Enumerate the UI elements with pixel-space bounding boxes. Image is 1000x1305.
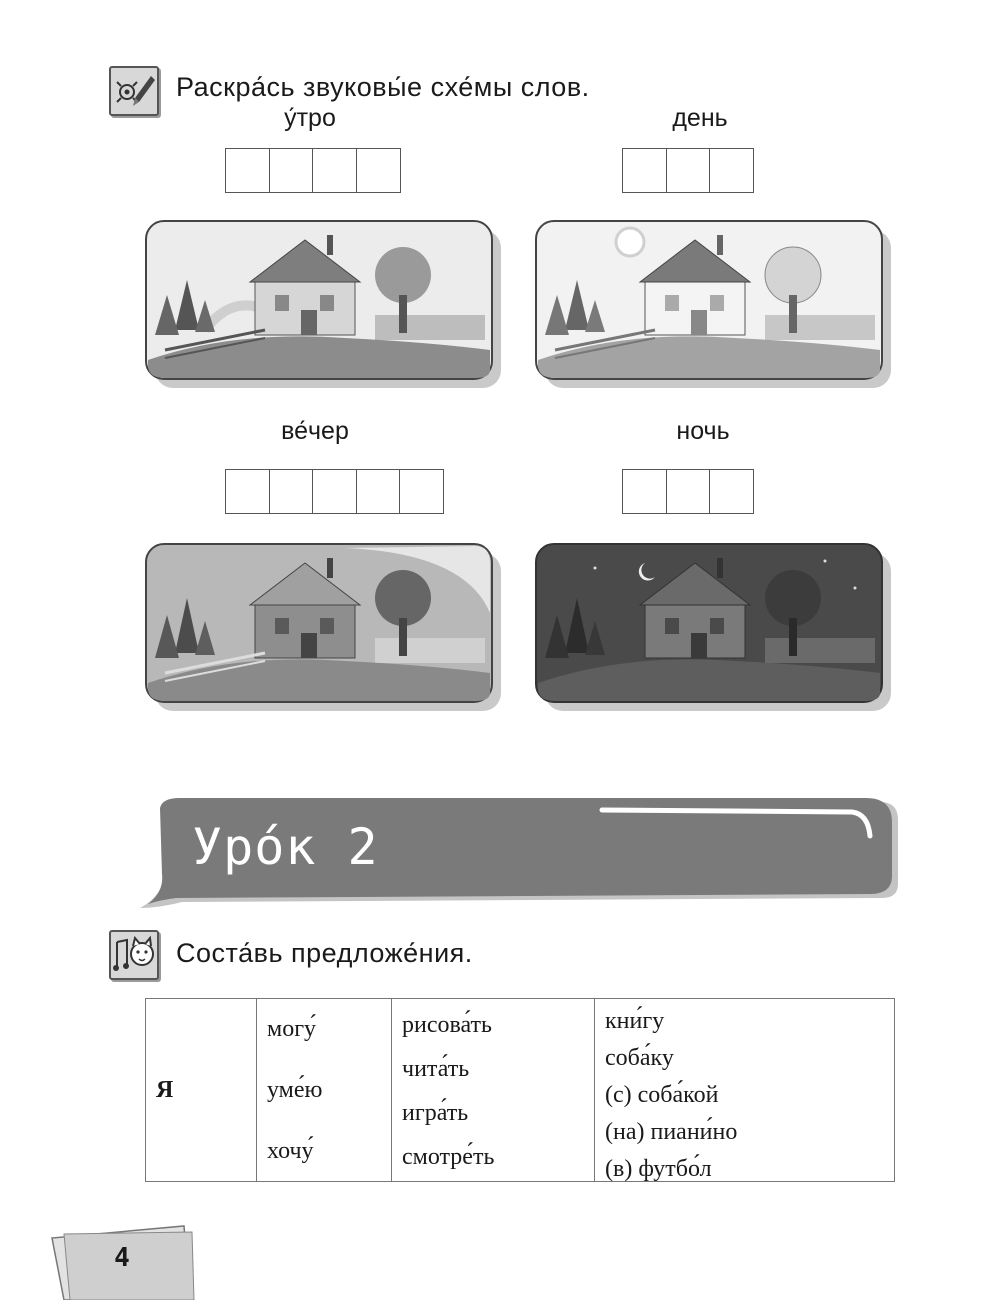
- task1-instruction: Раскра́сь звуковы́е схе́мы слов.: [176, 72, 590, 102]
- sentence-table: [145, 998, 895, 1182]
- sound-cell[interactable]: [399, 469, 444, 514]
- table-cell: (в) футбо́л: [605, 1156, 712, 1182]
- table-column-subject: [146, 999, 257, 1182]
- task2-instruction: Соста́вь предложе́ния.: [176, 938, 473, 968]
- table-cell: (на) пиани́но: [605, 1119, 738, 1145]
- table-cell: смотре́ть: [402, 1144, 495, 1170]
- table-cell: кни́гу: [605, 1008, 665, 1034]
- picture-night: [535, 543, 881, 701]
- speaking-cat-icon: [109, 930, 159, 980]
- table-cell: Я: [156, 1076, 174, 1103]
- sound-cell[interactable]: [666, 148, 711, 193]
- table-column-verbs: [257, 999, 392, 1182]
- picture-evening: [145, 543, 491, 701]
- sound-cell[interactable]: [356, 148, 401, 193]
- sound-cell[interactable]: [622, 148, 667, 193]
- picture-morning: [145, 220, 491, 378]
- sound-cell[interactable]: [709, 469, 754, 514]
- sound-cell[interactable]: [356, 469, 401, 514]
- word-evening: ве́чер: [281, 417, 349, 445]
- table-cell: чита́ть: [402, 1056, 470, 1082]
- sound-scheme-night[interactable]: [622, 469, 754, 514]
- sound-cell[interactable]: [709, 148, 754, 193]
- table-cell: игра́ть: [402, 1100, 469, 1126]
- lesson-title: Уро́к 2: [192, 818, 379, 876]
- sound-scheme-day[interactable]: [622, 148, 754, 193]
- table-cell: хочу́: [267, 1138, 314, 1164]
- table-cell: могу́: [267, 1016, 317, 1042]
- table-cell: уме́ю: [267, 1077, 323, 1103]
- table-cell: рисова́ть: [402, 1012, 492, 1038]
- sound-cell[interactable]: [225, 469, 270, 514]
- sound-cell[interactable]: [622, 469, 667, 514]
- sound-cell[interactable]: [312, 148, 357, 193]
- word-morning: у́тро: [284, 104, 336, 132]
- picture-day: [535, 220, 881, 378]
- table-column-infinitives: [392, 999, 595, 1182]
- sound-cell[interactable]: [269, 469, 314, 514]
- table-column-objects: [595, 999, 895, 1182]
- page-number: 4: [114, 1243, 130, 1273]
- sound-cell[interactable]: [312, 469, 357, 514]
- sound-scheme-evening[interactable]: [225, 469, 444, 514]
- table-cell: (с) соба́кой: [605, 1082, 719, 1108]
- pencil-coloring-icon: [109, 66, 159, 116]
- table-cell: соба́ку: [605, 1045, 674, 1071]
- word-day: день: [672, 104, 728, 132]
- sound-cell[interactable]: [666, 469, 711, 514]
- word-night: ночь: [676, 417, 730, 445]
- sound-cell[interactable]: [225, 148, 270, 193]
- sound-cell[interactable]: [269, 148, 314, 193]
- sound-scheme-morning[interactable]: [225, 148, 401, 193]
